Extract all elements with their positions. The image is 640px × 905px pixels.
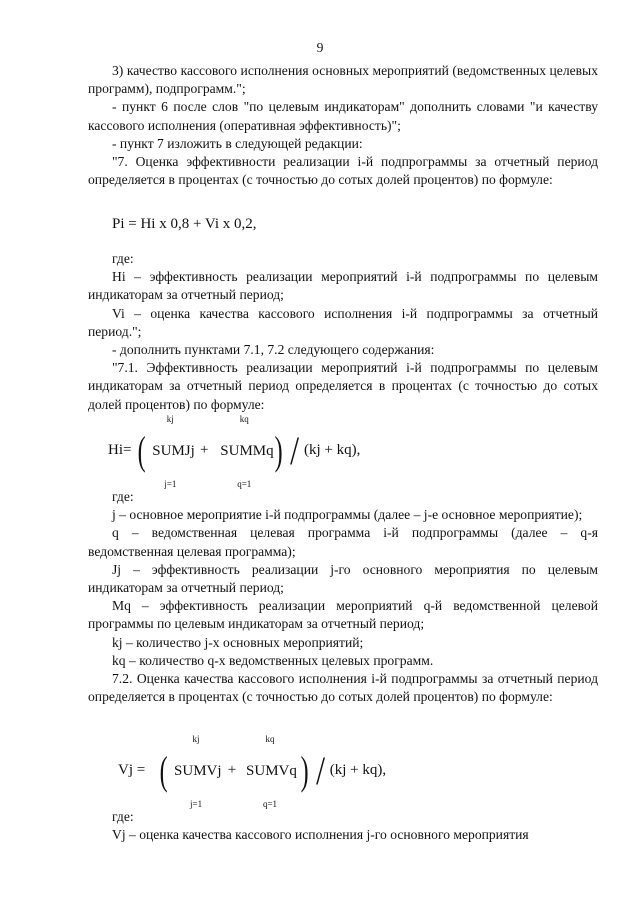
plus-sign: + xyxy=(200,442,209,458)
plus-sign: + xyxy=(227,762,237,778)
definition-kq: kq – количество q-х ведомственных целевых программ. xyxy=(112,652,434,668)
sum-vj-lower: j=1 xyxy=(190,798,203,809)
where-label-2: где: xyxy=(112,489,134,504)
formula-p-text: Pi = Hi x 0,8 + Vi x 0,2, xyxy=(112,216,257,232)
close-paren-icon: ) xyxy=(300,747,309,793)
divide-slash-icon: / xyxy=(290,427,300,473)
formula-h xyxy=(108,413,361,489)
where-label-1: где: xyxy=(112,251,134,266)
paragraph-72: 7.2. Оценка качества кассового исполнения i-й подпрограммы за отчетный период определяется в процентах (с точностью до сотых долей процентов) по формуле: xyxy=(88,671,598,705)
definition-kj: kj – количество j-х основных мероприятий; xyxy=(112,634,364,650)
formula-v-tail: (kj + kq), xyxy=(329,762,387,778)
sum-vj xyxy=(174,733,222,809)
definitions-block-3 xyxy=(88,808,598,844)
definitions-block-1 xyxy=(88,250,598,414)
sum-vq-lower: q=1 xyxy=(262,798,278,809)
sum-vq xyxy=(246,733,297,809)
close-paren-icon: ) xyxy=(274,427,283,473)
formula-h-tail: (kj + kq), xyxy=(303,442,361,458)
sum-q-upper: kq xyxy=(239,413,249,424)
where-label-3: где: xyxy=(112,809,134,824)
open-paren-icon: ( xyxy=(137,427,146,473)
sum-q-lower: q=1 xyxy=(237,478,252,489)
definition-jj: Jj – эффективность реализации j-го основного мероприятия по целевым индикаторам за отчетный период; xyxy=(88,561,598,596)
definitions-block-2 xyxy=(88,488,598,706)
paragraph-7: "7. Оценка эффективности реализации i-й подпрограммы за отчетный период определяется в процентах (с точностью до сотых долей процентов) по формуле: xyxy=(88,154,598,188)
formula-v-lhs: Vj = xyxy=(118,762,146,778)
formula-p xyxy=(112,216,257,233)
sum-vq-upper: kq xyxy=(265,733,275,744)
definition-q: q – ведомственная целевая программа i-й подпрограммы (далее – q-я ведомственная целевая программа); xyxy=(88,525,598,559)
page-number: 9 xyxy=(316,40,324,55)
paragraph-71: "7.1. Эффективность реализации мероприятий i-й подпрограммы по целевым индикаторам за отчетный период определяется в процентах (с точностью до сотых долей процентов) по формуле: xyxy=(88,360,598,412)
sum-j-body: SUMJj xyxy=(152,442,195,459)
divide-slash-icon: / xyxy=(315,747,325,793)
sum-vq-body: SUMVq xyxy=(246,762,297,779)
definition-j: j – основное мероприятие i-й подпрограммы (далее – j-е основное мероприятие); xyxy=(112,507,583,523)
paragraph-point6: - пункт 6 после слов "по целевым индикаторам" дополнить словами "и качеству кассового исполнения (оперативная эффективность)"; xyxy=(88,99,598,133)
definition-h: Hi – эффективность реализации мероприятий i-й подпрограммы по целевым индикаторам за отчетный период; xyxy=(88,269,598,303)
sum-j-upper: kj xyxy=(166,413,174,424)
open-paren-icon: ( xyxy=(159,747,168,793)
sum-q xyxy=(220,413,274,489)
paragraph-point7: - пункт 7 изложить в следующей редакции: xyxy=(112,135,363,151)
intro-block xyxy=(88,62,598,189)
definition-vj: Vj – оценка качества кассового исполнения j-го основного мероприятия xyxy=(112,827,529,843)
definition-v: Vi – оценка качества кассового исполнения i-й подпрограммы за отчетный период."; xyxy=(88,305,598,339)
sum-q-body: SUMMq xyxy=(220,442,274,459)
definition-mq: Mq – эффективность реализации мероприятий q-й ведомственной целевой программы по целевым индикаторам за отчетный период; xyxy=(88,598,598,632)
paragraph-item3: 3) качество кассового исполнения основных мероприятий (ведомственных целевых программ), подпрограмм."; xyxy=(88,63,598,97)
sum-vj-upper: kj xyxy=(192,733,200,744)
paragraph-add-71: - дополнить пунктами 7.1, 7.2 следующего содержания: xyxy=(112,342,435,358)
formula-v xyxy=(118,733,387,809)
formula-h-lhs: Hi= xyxy=(108,442,132,458)
sum-j-lower: j=1 xyxy=(164,478,177,489)
sum-vj-body: SUMVj xyxy=(174,762,222,779)
sum-j xyxy=(152,413,195,489)
